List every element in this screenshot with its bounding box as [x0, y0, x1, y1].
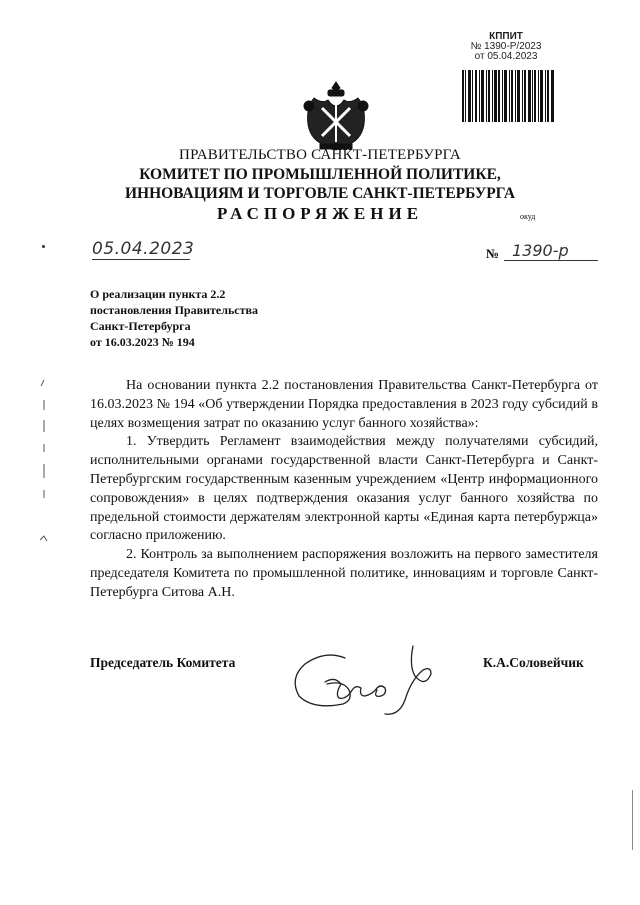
number-label: №: [486, 246, 500, 261]
government-name: ПРАВИТЕЛЬСТВО САНКТ-ПЕТЕРБУРГА: [179, 147, 461, 163]
barcode: [462, 70, 554, 122]
signer-name: К.А.Соловейчик: [483, 655, 584, 670]
committee-name: [0, 165, 640, 203]
registration-stamp: [458, 32, 554, 62]
subject-line: О реализации пункта 2.2: [90, 287, 226, 301]
body-paragraph-item-2: 2. Контроль за выполнением распоряжения возложить на первого заместителя председателя Комитета по промышленной политике, инновациям и торговле Санкт-Петербурга Ситова А.Н.: [90, 547, 598, 600]
body-paragraph-item-1: 1. Утвердить Регламент взаимодействия между получателями субсидий, исполнительными органами государственной власти Санкт-Петербурга и Санкт-Петербургским государственным казенным учреждением «Центр информационного сопровождения» в целях подтверждения оказания услуг банного хозяйства по предельной стоимости держателям электронной карты «Единая карта петербуржца» согласно приложению.: [90, 434, 598, 544]
document-subject: [90, 286, 320, 350]
subject-line: от 16.03.2023 № 194: [90, 335, 195, 349]
subject-line: Санкт-Петербурга: [90, 319, 191, 333]
stamp-number: № 1390-Р/2023: [470, 41, 542, 52]
committee-name-line2: ИННОВАЦИЯМ И ТОРГОВЛЕ САНКТ-ПЕТЕРБУРГА: [124, 185, 516, 202]
okud-label: окуд: [520, 212, 536, 221]
document-number: 1390-р: [504, 241, 598, 261]
stamp-date: от 05.04.2023: [474, 51, 538, 62]
document-type: РАСПОРЯЖЕНИЕ: [216, 204, 424, 223]
body-paragraph-basis: На основании пункта 2.2 постановления Правительства Санкт-Петербурга от 16.03.2023 № 194 «Об утверждении Порядка предоставления в 2023 году субсидий в целях возмещения затрат по оказанию услуг банного хозяйства»:: [90, 378, 598, 431]
document-date: 05.04.2023: [92, 239, 195, 259]
subject-line: постановления Правительства: [90, 303, 258, 317]
signer-title: Председатель Комитета: [90, 655, 236, 670]
handwritten-signature: [285, 638, 460, 718]
document-body: [90, 377, 598, 603]
stamp-org: КППИТ: [489, 31, 523, 42]
coat-of-arms-icon: [300, 78, 372, 154]
margin-mark: [36, 380, 52, 550]
scan-edge-mark: [632, 790, 637, 850]
margin-dot: [42, 245, 45, 248]
committee-name-line1: КОМИТЕТ ПО ПРОМЫШЛЕННОЙ ПОЛИТИКЕ,: [139, 166, 501, 183]
